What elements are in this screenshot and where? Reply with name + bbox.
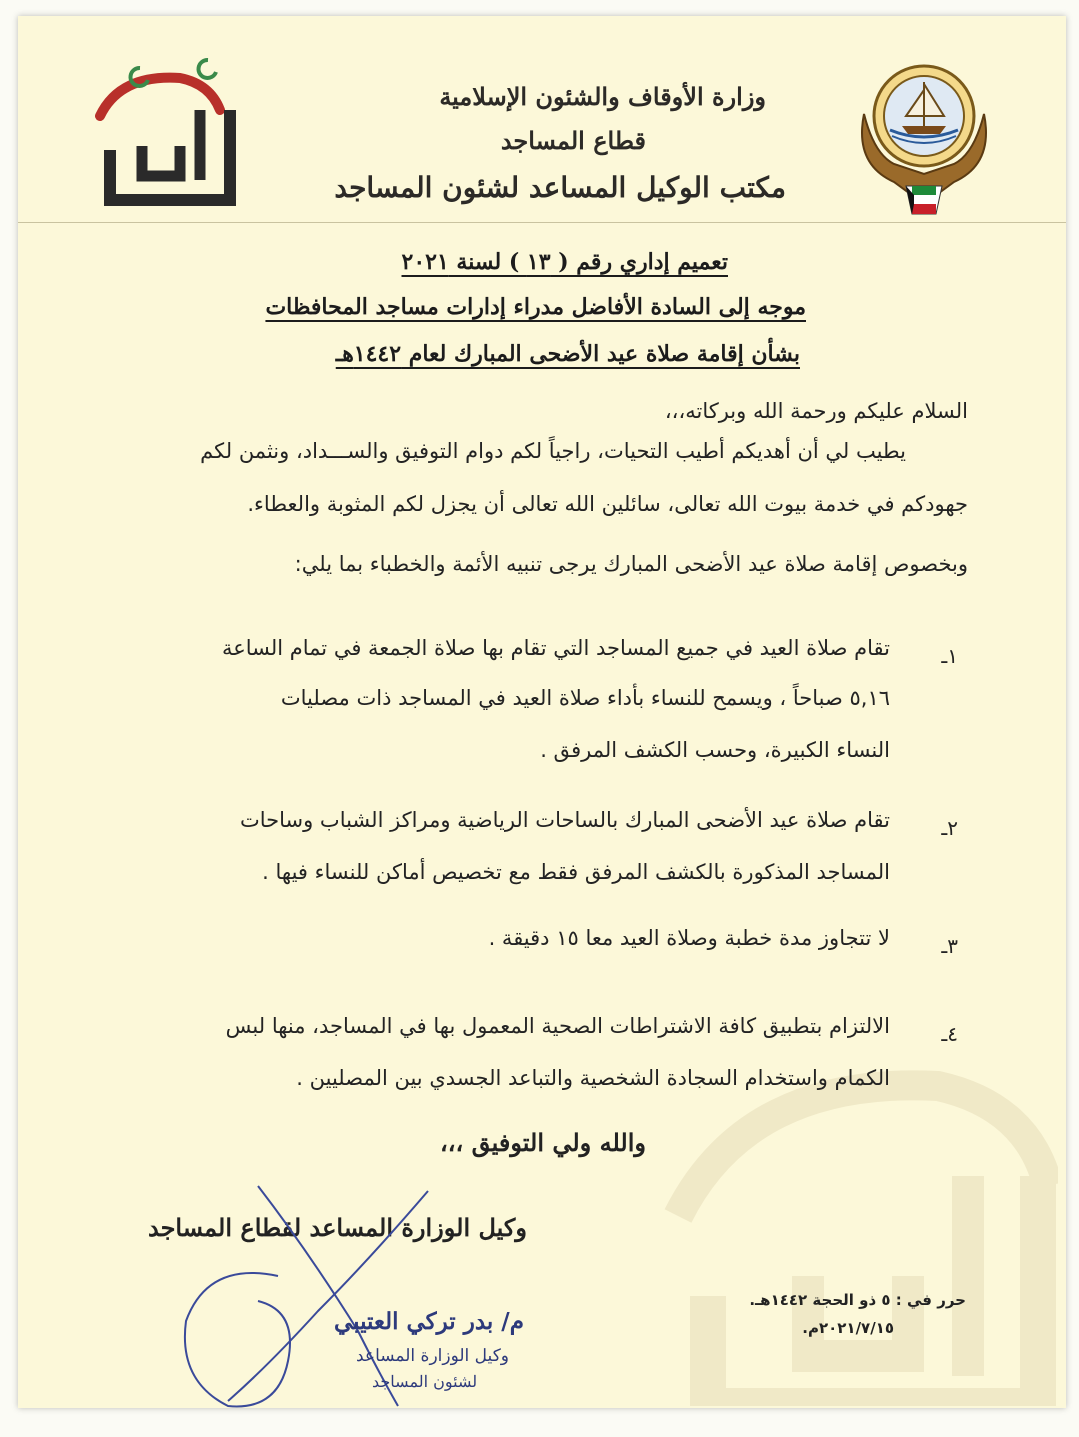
list-item-line: المساجد المذكورة بالكشف المرفق فقط مع تخصيص أماكن للنساء فيها . [262,860,890,884]
list-item-line: الكمام واستخدام السجادة الشخصية والتباعد الجسدي بين المصليين . [296,1066,890,1090]
intro-line: جهودكم في خدمة بيوت الله تعالى، سائلين الله تعالى أن يجزل لكم المثوبة والعطاء. [247,492,968,516]
letterhead [18,16,1066,223]
item-number: ١ـ [941,644,958,668]
list-item-line: لا تتجاوز مدة خطبة وصلاة العيد معا ١٥ دقيقة . [488,926,890,950]
signatory-title: وكيل الوزارة المساعد لقطاع المساجد [148,1213,527,1242]
intro-line: يطيب لي أن أهديكم أطيب التحيات، راجياً لكم دوام التوفيق والســـداد، ونثمن لكم [200,439,906,463]
addressee-line: موجه إلى السادة الأفاضل مدراء إدارات مساجد المحافظات [265,294,806,320]
circular-title: تعميم إداري رقم ( ١٣ ) لسنة ٢٠٢١ [401,249,728,275]
hijri-date: حرر في : ٥ ذو الحجة ١٤٤٢هـ. [749,1291,966,1309]
document-page [18,16,1066,1408]
list-item-line: تقام صلاة عيد الأضحى المبارك بالساحات الرياضية ومراكز الشباب وساحات [239,808,890,832]
masajid-logo-icon [80,50,240,210]
sector-name: قطاع المساجد [500,126,646,155]
list-item-line: الالتزام بتطبيق كافة الاشتراطات الصحية المعمول بها في المساجد، منها لبس [225,1014,890,1038]
closing-line: والله ولي التوفيق ،،، [440,1128,646,1157]
ministry-name: وزارة الأوقاف والشئون الإسلامية [439,82,766,111]
office-name: مكتب الوكيل المساعد لشئون المساجد [334,171,786,204]
subject-line: بشأن إقامة صلاة عيد الأضحى المبارك لعام ١٤٤٢هـ [335,341,800,367]
item-number: ٤ـ [941,1022,958,1046]
greeting: السلام عليكم ورحمة الله وبركاته،،، [664,399,968,423]
kuwait-emblem-icon [854,54,994,216]
gregorian-date: ٢٠٢١/٧/١٥م. [802,1319,894,1337]
list-item-line: ٥,١٦ صباحاً ، ويسمح للنساء بأداء صلاة العيد في المساجد ذات مصليات [280,686,890,710]
list-item-line: النساء الكبيرة، وحسب الكشف المرفق . [540,738,890,762]
stamp-role: وكيل الوزارة المساعد [356,1346,509,1366]
lead-paragraph: وبخصوص إقامة صلاة عيد الأضحى المبارك يرجى تنبيه الأئمة والخطباء بما يلي: [294,552,968,576]
stamp-name: م/ بدر تركي العتيبي [334,1308,524,1335]
stamp-department: لشئون المساجد [372,1372,478,1391]
item-number: ٣ـ [941,934,958,958]
list-item-line: تقام صلاة العيد في جميع المساجد التي تقام بها صلاة الجمعة في تمام الساعة [221,636,890,660]
item-number: ٢ـ [941,816,958,840]
